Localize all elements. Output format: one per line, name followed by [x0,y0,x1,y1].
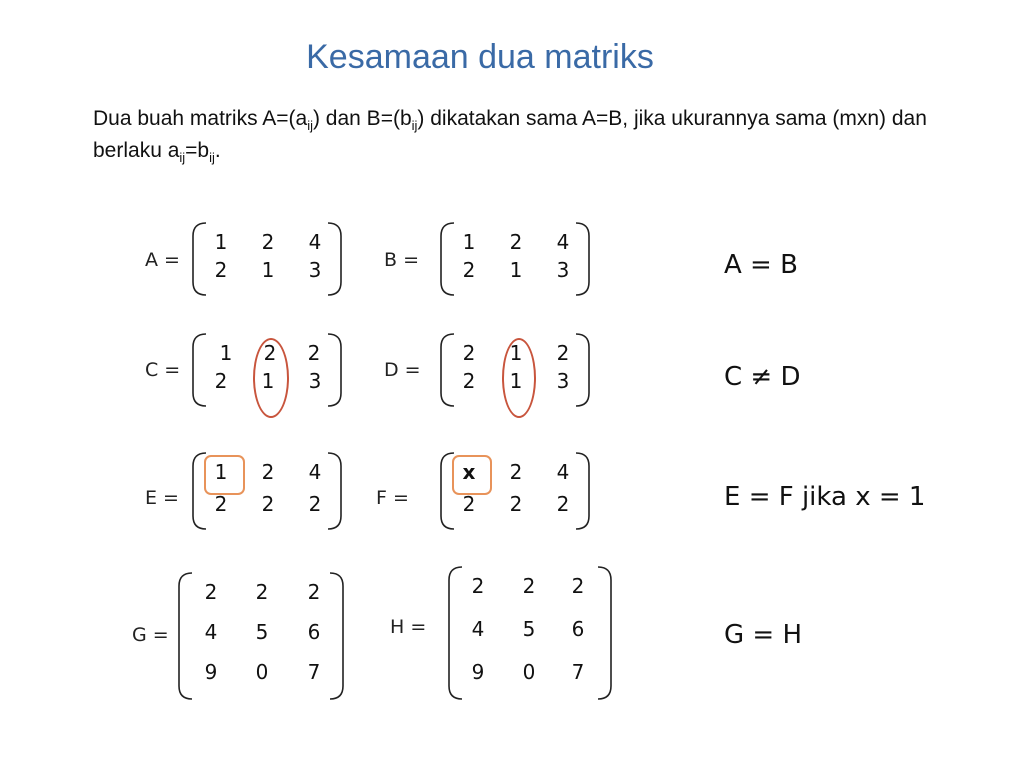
matrix-cell: 2 [204,580,218,604]
matrix-cell: 2 [261,492,275,516]
matrix-cell: 2 [462,492,476,516]
left-bracket [193,223,206,295]
result-c-not-equal-d: C ≠ D [724,362,801,392]
matrix-cell: 4 [308,460,322,484]
matrix-cell: 1 [509,369,523,393]
matrix-cell: 2 [214,492,228,516]
matrix-cell: 1 [462,230,476,254]
matrix-cell: 6 [571,617,585,641]
matrix-cell: 1 [509,258,523,282]
highlight-d-element [502,338,536,418]
left-bracket [449,567,462,699]
matrix-cell: 1 [219,341,233,365]
left-bracket [441,334,454,406]
right-bracket [330,573,343,699]
matrix-cell: 1 [214,230,228,254]
matrix-cell: 2 [509,492,523,516]
matrix-cell: 3 [308,258,322,282]
label-h: H = [390,616,427,638]
label-b: B = [384,249,419,271]
matrix-cell: 2 [214,369,228,393]
left-bracket [193,334,206,406]
matrix-cell: 2 [462,341,476,365]
matrix-cell: 4 [556,230,570,254]
matrix-cell: 2 [556,492,570,516]
matrix-cell: 2 [509,230,523,254]
matrix-cell: 7 [307,660,321,684]
highlight-e-element [204,455,245,495]
matrix-cell: 2 [522,574,536,598]
label-c: C = [145,359,181,381]
matrix-cell: 4 [471,617,485,641]
right-bracket [598,567,611,699]
matrix-cell: 2 [261,460,275,484]
matrix-cell: 4 [308,230,322,254]
matrix-cell: 2 [462,258,476,282]
matrix-cell: 3 [308,369,322,393]
matrix-cell: 9 [204,660,218,684]
matrix-cell: 2 [308,492,322,516]
matrix-cell: 2 [307,580,321,604]
matrix-cell: 1 [214,460,228,484]
matrix-cell: 1 [261,369,275,393]
definition-text: Dua buah matriks $A=(a_{ij})$ dan $B=(b_{ij})$ dikatakan sama A=B, jika ukurannya sama (mxn) dan berlaku $a_{ij}=b_{ij}$. [93,107,927,166]
matrix-cell: 7 [571,660,585,684]
label-f: F = [376,487,409,509]
matrix-cell: 9 [471,660,485,684]
matrix-cell: 3 [556,258,570,282]
matrix-cell: x [462,460,476,484]
result-g-equals-h: G = H [724,620,803,650]
matrix-cell: 2 [214,258,228,282]
matrix-cell: 5 [255,620,269,644]
matrix-cell: 3 [556,369,570,393]
highlight-f-element [452,455,492,495]
left-bracket [441,223,454,295]
matrix-cell: 2 [263,341,277,365]
matrix-cell: 0 [255,660,269,684]
left-bracket [179,573,192,699]
matrix-cell: 2 [462,369,476,393]
matrix-cell: 2 [556,341,570,365]
matrix-cell: 2 [509,460,523,484]
label-a: A = [145,249,180,271]
matrix-cell: 4 [556,460,570,484]
matrix-cell: 0 [522,660,536,684]
label-d: D = [384,359,421,381]
matrix-cell: 4 [204,620,218,644]
matrix-cell: 6 [307,620,321,644]
matrix-cell: 5 [522,617,536,641]
result-a-equals-b: A = B [724,250,798,280]
matrix-cell: 1 [261,258,275,282]
matrix-cell: 1 [509,341,523,365]
label-e: E = [145,487,179,509]
slide-title: Kesamaan dua matriks [306,38,654,76]
matrix-cell: 2 [255,580,269,604]
highlight-c-element [253,338,289,418]
matrix-cell: 2 [571,574,585,598]
matrix-cell: 2 [307,341,321,365]
matrix-cell: 2 [261,230,275,254]
matrix-cell: 2 [471,574,485,598]
result-e-equals-f-if-x: E = F jika x = 1 [724,482,926,512]
label-g: G = [132,624,169,646]
